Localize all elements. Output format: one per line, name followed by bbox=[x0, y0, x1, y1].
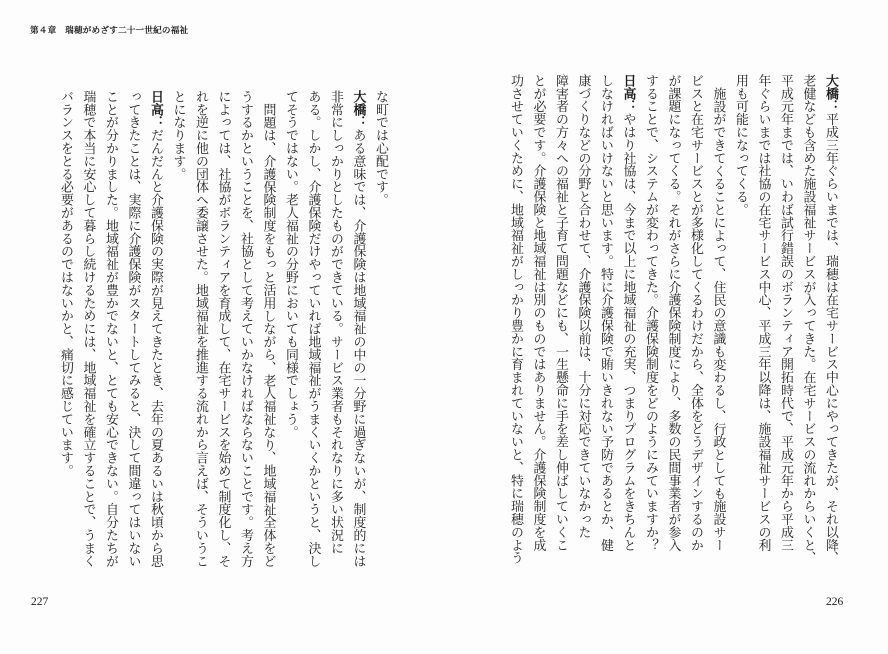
column-text: てそうではない。老人福祉の分野においても同様でしょう。 bbox=[283, 90, 298, 439]
text-column bbox=[504, 74, 527, 564]
right-page-text bbox=[504, 74, 842, 564]
text-column bbox=[189, 90, 212, 567]
column-text: 用も可能になってくる。 bbox=[733, 74, 748, 216]
column-text: ことが分かりました。地域福祉が豊かでないと、とても安心できない。自分たちが bbox=[103, 90, 118, 568]
text-column bbox=[819, 74, 842, 564]
column-text: うするかということを、社協として考えていかなければならないことです。考え方 bbox=[238, 90, 253, 568]
text-column bbox=[369, 90, 392, 567]
page-number-right: 226 bbox=[826, 596, 844, 608]
text-column bbox=[121, 90, 144, 567]
column-text: ビスと在宅サービスとが多様化してくるわけだから、全体をどうデザインするのか bbox=[688, 74, 703, 552]
text-column bbox=[76, 90, 99, 567]
text-column bbox=[346, 90, 369, 567]
column-text: によっては、社協がボランティアを育成して、在宅サービスを始めて制度化し、そ bbox=[215, 90, 231, 568]
column-text: だんだんと介護保険の実際が見えてきたとき、去年の夏あるいは秋頃から思 bbox=[148, 128, 163, 568]
column-text: れを逆に他の団体へ委譲させた。地域福祉を推進する流れから言えば、そういうこ bbox=[193, 90, 208, 568]
text-column bbox=[549, 74, 572, 564]
column-text: 康づくりなどの分野と合わせて、介護保険以前は、十分に対応できていなかった bbox=[575, 74, 591, 539]
text-column bbox=[301, 90, 324, 567]
column-text: ある意味では、介護保険は地域福祉の中の一分野に過ぎないが、制度的には bbox=[350, 128, 366, 568]
column-text: とになります。 bbox=[170, 90, 186, 181]
column-text: が課題になってくる。それがさらに介護保険制度により、多数の民間事業者が参入 bbox=[665, 74, 681, 552]
column-text: やはり社協は、今まで以上に地域福祉の充実、つまりプログラムをきちんと bbox=[620, 112, 636, 552]
column-text: バランスをとる必要があるのではないかと、痛切に感じています。 bbox=[58, 90, 73, 477]
text-column bbox=[256, 90, 279, 567]
text-column bbox=[234, 90, 257, 567]
text-column bbox=[211, 90, 234, 567]
column-text: 平成元年までは、いわば試行錯誤のボランティア開拓時代で、平成元年から平成三 bbox=[778, 74, 793, 552]
column-text: することで、システムが変わってきた。介護保険制度をどのようにみていますか？ bbox=[643, 74, 658, 552]
text-column bbox=[526, 74, 549, 564]
column-text: 非常にしっかりとしたものができている。サービス業者もそれなりに多い状況に bbox=[328, 90, 343, 555]
column-text: ってきたことは、実際に介護保険がスタートしてみると、決して間違ってはいない bbox=[125, 90, 141, 568]
text-column bbox=[774, 74, 797, 564]
column-text: 年ぐらいまでは社協の在宅サービス中心、平成三年以降は、施設福祉サービスの利 bbox=[755, 74, 771, 552]
text-column bbox=[684, 74, 707, 564]
column-text: な町では心配です。 bbox=[373, 90, 388, 207]
column-text: 老健なども含めた施設福祉サービスが入ってきた。在宅サービスの流れからいくと、 bbox=[800, 74, 816, 565]
text-column bbox=[99, 90, 122, 567]
text-column bbox=[751, 74, 774, 564]
column-text: 功させていくために、地域福祉がしっかり豊かに育まれていないと、特に瑞穂のよう bbox=[508, 74, 523, 565]
text-column bbox=[594, 74, 617, 564]
page-number-left: 227 bbox=[31, 596, 49, 608]
text-column bbox=[54, 90, 77, 567]
column-text: 障害者の方々への福祉と子育て問題などにも、一生懸命に手を差し伸ばしていくこ bbox=[553, 74, 568, 552]
column-text: とが必要です。介護保険と地域福祉は別のものではありません。介護保険制度を成 bbox=[530, 74, 546, 552]
speaker-label: 大橋： bbox=[823, 74, 838, 113]
text-column bbox=[166, 90, 189, 567]
text-column bbox=[661, 74, 684, 564]
text-column bbox=[616, 74, 639, 564]
text-column bbox=[706, 74, 729, 564]
speaker-label: 日高： bbox=[620, 74, 636, 113]
column-text: ある。しかし、介護保険だけやっていれば地域福祉がうまくいくかというと、決し bbox=[305, 90, 321, 568]
text-column bbox=[729, 74, 752, 564]
column-text: しなければいけないと思います。特に介護保険で賄いきれない予防であるとか、健 bbox=[598, 74, 613, 552]
left-page-text bbox=[54, 90, 392, 567]
column-text: 問題は、介護保険制度をもっと活用しながら、老人福祉なり、地域福祉全体をど bbox=[260, 102, 276, 568]
column-text: 瑞穂で本当に安心して暮らし続けるためには、地域福祉を確立することで、うまく bbox=[80, 90, 96, 568]
text-column bbox=[639, 74, 662, 564]
speaker-label: 日高： bbox=[148, 90, 163, 129]
text-column bbox=[571, 74, 594, 564]
column-text: 施設ができてくることによって、住民の意識も変わるし、行政としても施設サー bbox=[710, 86, 726, 552]
speaker-label: 大橋： bbox=[350, 90, 366, 129]
text-column bbox=[279, 90, 302, 567]
text-column bbox=[324, 90, 347, 567]
running-header: 第４章 瑞穂がめざす二十一世紀の福祉 bbox=[30, 26, 189, 36]
text-column bbox=[144, 90, 167, 567]
text-column bbox=[796, 74, 819, 564]
column-text: 平成三年ぐらいまでは、瑞穂は在宅サービス中心にやってきたが、それ以降、 bbox=[823, 112, 838, 565]
